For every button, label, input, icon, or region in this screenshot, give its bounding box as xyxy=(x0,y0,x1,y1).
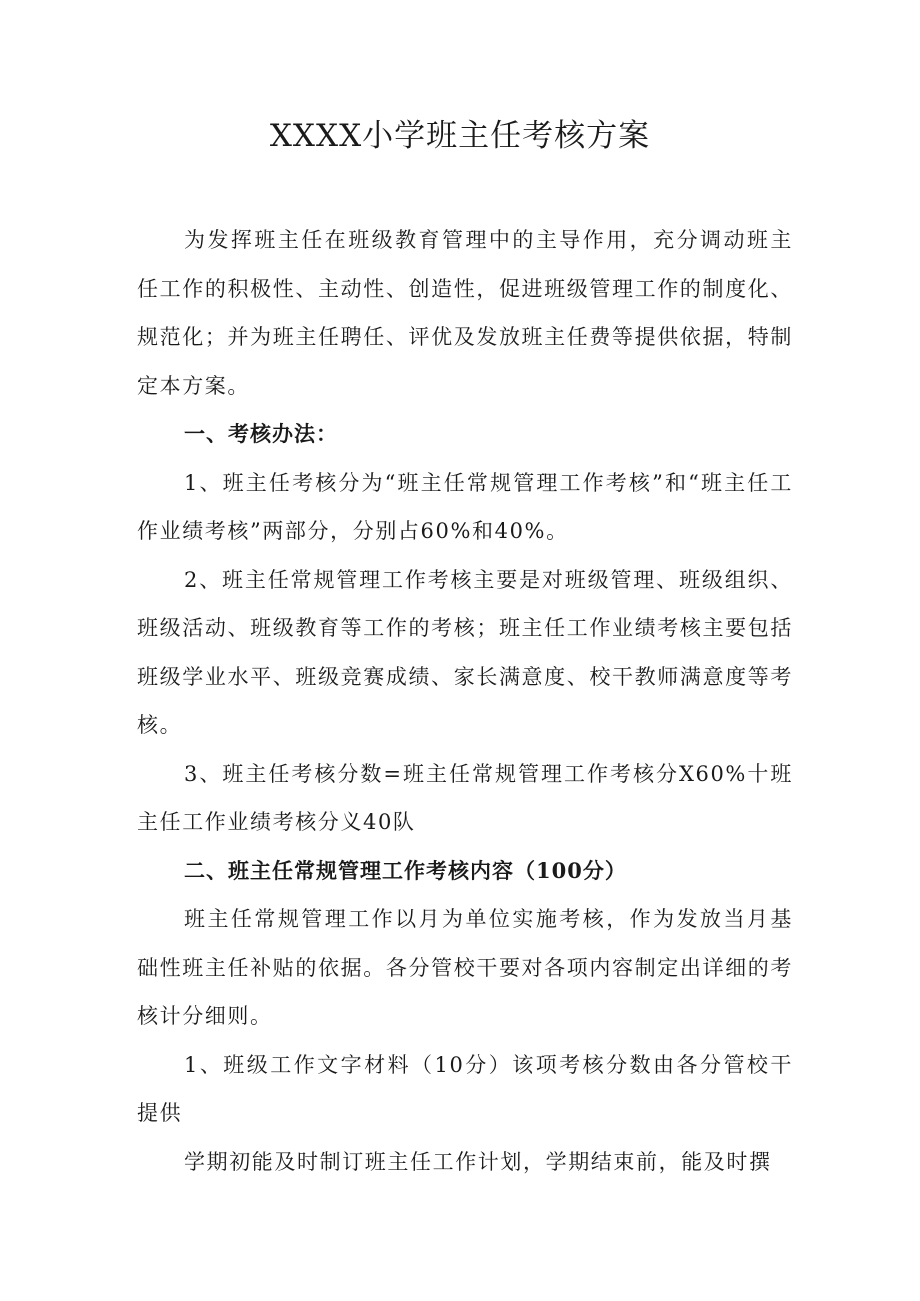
method-item-2: 2、班主任常规管理工作考核主要是对班级管理、班级组织、班级活动、班级教育等工作的考核；班主任工作业绩考核主要包括班级学业水平、班级竞赛成绩、家长满意度、校干教师满意度等考核。 xyxy=(137,567,793,737)
section-heading-assessment-method: 一、考核办法： xyxy=(184,421,338,446)
document-title: XXXX小学班主任考核方案 xyxy=(269,118,651,154)
section-heading-routine-content: 二、班主任常规管理工作考核内容（100分） xyxy=(184,857,627,883)
method-item-1: 1、班主任考核分为“班主任常规管理工作考核”和“班主任工作业绩考核”两部分，分别占60%和40%。 xyxy=(137,470,793,543)
routine-item-1: 1、班级工作文字材料（10分）该项考核分数由各分管校干提供 xyxy=(137,1052,793,1125)
routine-intro-paragraph: 班主任常规管理工作以月为单位实施考核，作为发放当月基础性班主任补贴的依据。各分管校干要对各项内容制定出详细的考核计分细则。 xyxy=(137,907,793,1028)
method-item-3: 3、班主任考核分数=班主任常规管理工作考核分X60%十班主任工作业绩考核分义40队 xyxy=(137,761,793,834)
routine-item-1-detail: 学期初能及时制订班主任工作计划，学期结束前，能及时撰 xyxy=(184,1149,772,1174)
document-body xyxy=(137,216,793,1186)
intro-paragraph: 为发挥班主任在班级教育管理中的主导作用，充分调动班主任工作的积极性、主动性、创造性，促进班级管理工作的制度化、规范化；并为班主任聘任、评优及发放班主任费等提供依据，特制定本方案。 xyxy=(137,228,793,398)
